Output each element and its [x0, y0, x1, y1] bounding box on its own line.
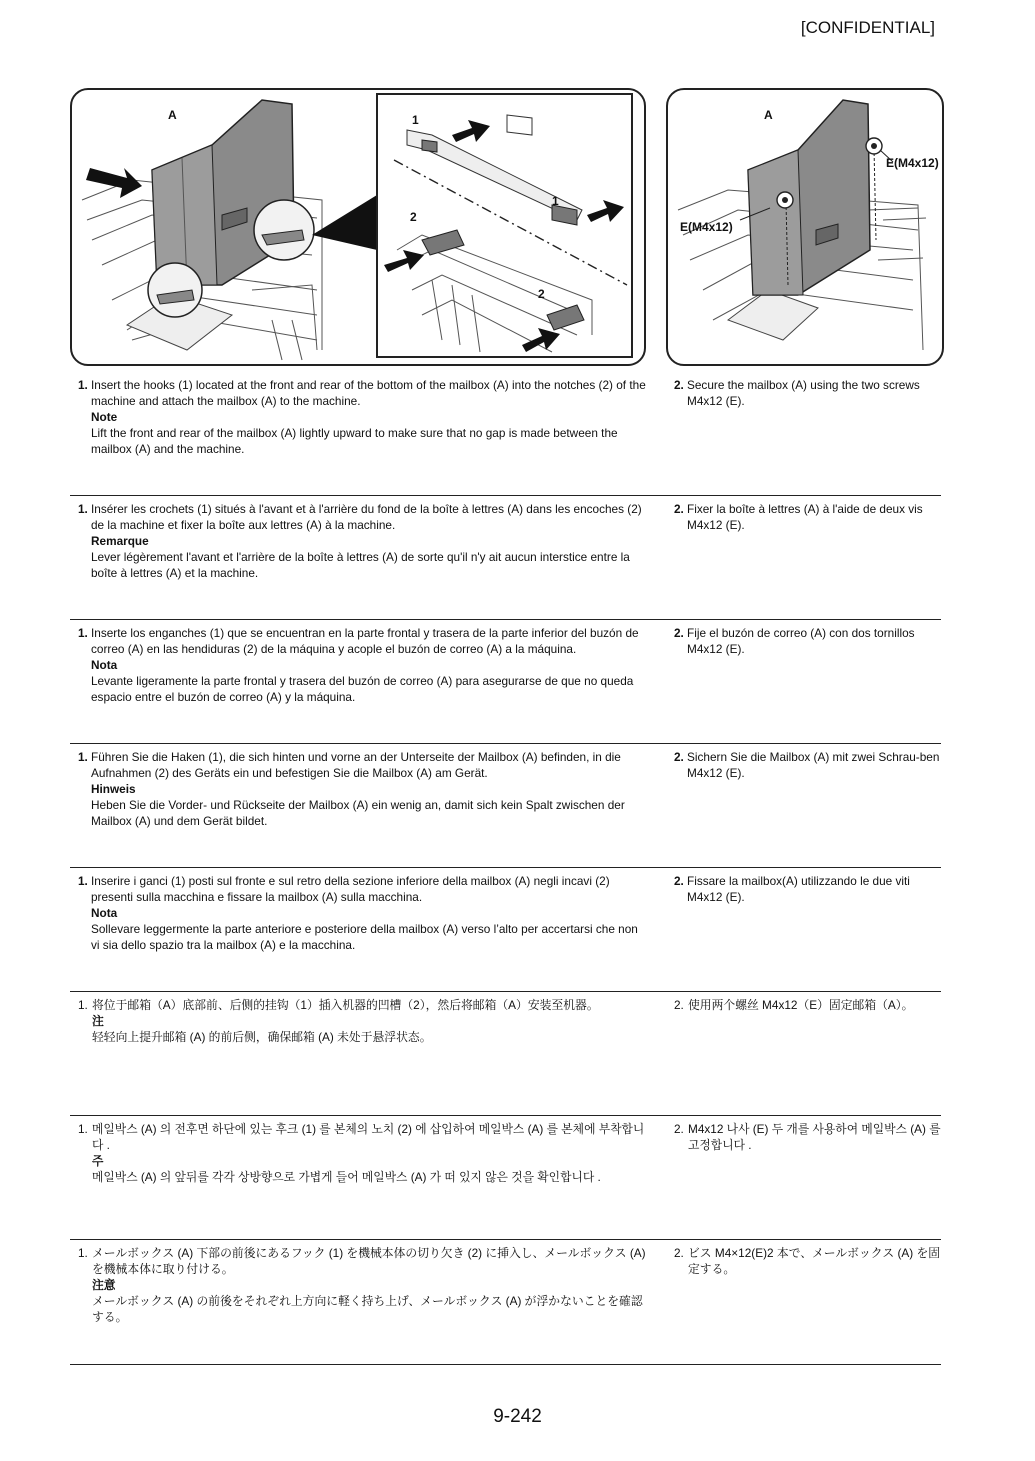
- step-2: [674, 997, 942, 1013]
- step-text: ビス M4×12(E)2 本で、メールボックス (A) を固定する。: [688, 1246, 941, 1276]
- step-1: [78, 873, 646, 953]
- note-title: 注: [92, 1014, 104, 1028]
- step-number: 1.: [78, 874, 88, 888]
- step-2: [674, 377, 942, 409]
- note-title: Nota: [91, 906, 118, 920]
- note-title: 注意: [92, 1278, 116, 1292]
- step-text: Insert the hooks (1) located at the front and rear of the bottom of the mailbox (A) into the notches (2) of the machine and attach the mailbox (A) to the machine.: [91, 378, 646, 408]
- step-number: 2.: [674, 998, 684, 1012]
- step-number: 1.: [78, 998, 88, 1012]
- step-text: Fissare la mailbox(A) utilizzando le due viti M4x12 (E).: [687, 874, 910, 904]
- note-title: Nota: [91, 658, 118, 672]
- step-2: [674, 625, 942, 657]
- note-text: Lift the front and rear of the mailbox (A) lightly upward to make sure that no gap is made between the mailbox (A) and the machine.: [91, 426, 618, 456]
- instruction-row-italian: [70, 868, 941, 992]
- step-2: [674, 1121, 942, 1153]
- label-notch-2-left: 2: [410, 210, 417, 224]
- step-text: Inserire i ganci (1) posti sul fronte e sul retro della sezione inferiore della mailbox (A) negli incavi (2) presenti sulla macchina e fissare la mailbox (A) sulla macchina.: [91, 874, 610, 904]
- step-number: 2.: [674, 1122, 684, 1136]
- note-text: Sollevare leggermente la parte anteriore e posteriore della mailbox (A) verso l’alto per accertarsi che non vi sia dello spazio tra la mailbox (A) e la macchina.: [91, 922, 638, 952]
- step-text: 使用两个螺丝 M4x12（E）固定邮箱（A）。: [688, 998, 914, 1012]
- note-title: Note: [91, 410, 118, 424]
- label-screw-e-left: E(M4x12): [680, 220, 733, 234]
- note-title: Hinweis: [91, 782, 136, 796]
- step-1: [78, 377, 646, 457]
- step-text: 将位于邮箱（A）底部前、后侧的挂钩（1）插入机器的凹槽（2），然后将邮箱（A）安装至机器。: [92, 998, 599, 1012]
- step-text: メールボックス (A) 下部の前後にあるフック (1) を機械本体の切り欠き (2) に挿入し、メールボックス (A) を機械本体に取り付ける。: [92, 1246, 646, 1276]
- step-text: 메일박스 (A) 의 전후면 하단에 있는 후크 (1) 를 본체의 노치 (2) 에 삽입하여 메일박스 (A) 를 본체에 부착합니다 .: [92, 1122, 645, 1152]
- instruction-row-french: [70, 496, 941, 620]
- label-hook-1-right: 1: [552, 194, 559, 208]
- step-text: Insérer les crochets (1) situés à l'avant et à l'arrière du fond de la boîte à lettres (A) dans les encoches (2) de la machine et fixer la boîte aux lettres (A) à la machine.: [91, 502, 642, 532]
- label-a: A: [168, 108, 177, 122]
- machine-drawing-left: [72, 90, 644, 364]
- label-a: A: [764, 108, 773, 122]
- step-text: Fixer la boîte à lettres (A) à l'aide de deux vis M4x12 (E).: [687, 502, 923, 532]
- label-notch-2-bottom: 2: [538, 287, 545, 301]
- instruction-row-spanish: [70, 620, 941, 744]
- step-number: 1.: [78, 378, 88, 392]
- note-text: Levante ligeramente la parte frontal y trasera del buzón de correo (A) para asegurarse de que no queda espacio entre el buzón de correo (A) y la máquina.: [91, 674, 634, 704]
- step-1: [78, 997, 646, 1045]
- label-hook-1-top: 1: [412, 113, 419, 127]
- step-number: 2.: [674, 378, 684, 392]
- step-text: Fije el buzón de correo (A) con dos tornillos M4x12 (E).: [687, 626, 915, 656]
- step-number: 1.: [78, 502, 88, 516]
- note-text: 轻轻向上提升邮箱 (A) 的前后侧，确保邮箱 (A) 未处于悬浮状态。: [92, 1030, 432, 1044]
- step-number: 1.: [78, 1246, 88, 1260]
- step-2: [674, 749, 942, 781]
- instruction-row-english: [70, 372, 941, 496]
- step-2: [674, 873, 942, 905]
- step-number: 2.: [674, 1246, 684, 1260]
- step-text: Sichern Sie die Mailbox (A) mit zwei Schrau-ben M4x12 (E).: [687, 750, 940, 780]
- step-number: 2.: [674, 750, 684, 764]
- step-text: Führen Sie die Haken (1), die sich hinten und vorne an der Unterseite der Mailbox (A) befinden, in die Aufnahmen (2) des Geräts ein und befestigen Sie die Mailbox (A) am Gerät.: [91, 750, 621, 780]
- step-1: [78, 1121, 646, 1185]
- step-1: [78, 1245, 646, 1325]
- step-2: [674, 501, 942, 533]
- note-text: 메일박스 (A) 의 앞뒤를 각각 상방향으로 가볍게 들어 메일박스 (A) 가 떠 있지 않은 것을 확인합니다 .: [92, 1170, 601, 1184]
- note-title: Remarque: [91, 534, 149, 548]
- mailbox-insert-illustration: [70, 88, 646, 366]
- confidential-header: [CONFIDENTIAL]: [800, 18, 935, 37]
- note-text: メールボックス (A) の前後をそれぞれ上方向に軽く持ち上げ、メールボックス (A) が浮かないことを確認する。: [92, 1294, 643, 1324]
- instruction-row-japanese: [70, 1240, 941, 1365]
- step-1: [78, 501, 646, 581]
- step-number: 2.: [674, 874, 684, 888]
- note-title: 주: [92, 1154, 104, 1168]
- mailbox-screw-illustration: [666, 88, 944, 366]
- step-2: [674, 1245, 942, 1277]
- step-1: [78, 625, 646, 705]
- instruction-row-chinese: [70, 992, 941, 1116]
- step-text: Secure the mailbox (A) using the two screws M4x12 (E).: [687, 378, 920, 408]
- note-text: Lever légèrement l'avant et l'arrière de la boîte à lettres (A) de sorte qu'il n'y ait aucun interstice entre la boîte à lettres (A) et la machine.: [91, 550, 630, 580]
- step-number: 1.: [78, 1122, 88, 1136]
- step-text: Inserte los enganches (1) que se encuentran en la parte frontal y trasera de la parte inferior del buzón de correo (A) en las hendiduras (2) de la máquina y acople el buzón de correo (A) a la máquina.: [91, 626, 639, 656]
- instruction-rows: [70, 372, 941, 1365]
- instruction-row-german: [70, 744, 941, 868]
- step-number: 1.: [78, 750, 88, 764]
- step-text: M4x12 나사 (E) 두 개를 사용하여 메일박스 (A) 를 고정합니다 .: [688, 1122, 941, 1152]
- instruction-row-korean: [70, 1116, 941, 1240]
- step-number: 2.: [674, 626, 684, 640]
- label-screw-e-right: E(M4x12): [886, 156, 939, 170]
- step-number: 2.: [674, 502, 684, 516]
- page-number: 9-242: [493, 1406, 542, 1427]
- note-text: Heben Sie die Vorder- und Rückseite der Mailbox (A) ein wenig an, damit sich kein Spalt zwischen der Mailbox (A) und dem Gerät bildet.: [91, 798, 625, 828]
- step-number: 1.: [78, 626, 88, 640]
- step-1: [78, 749, 646, 829]
